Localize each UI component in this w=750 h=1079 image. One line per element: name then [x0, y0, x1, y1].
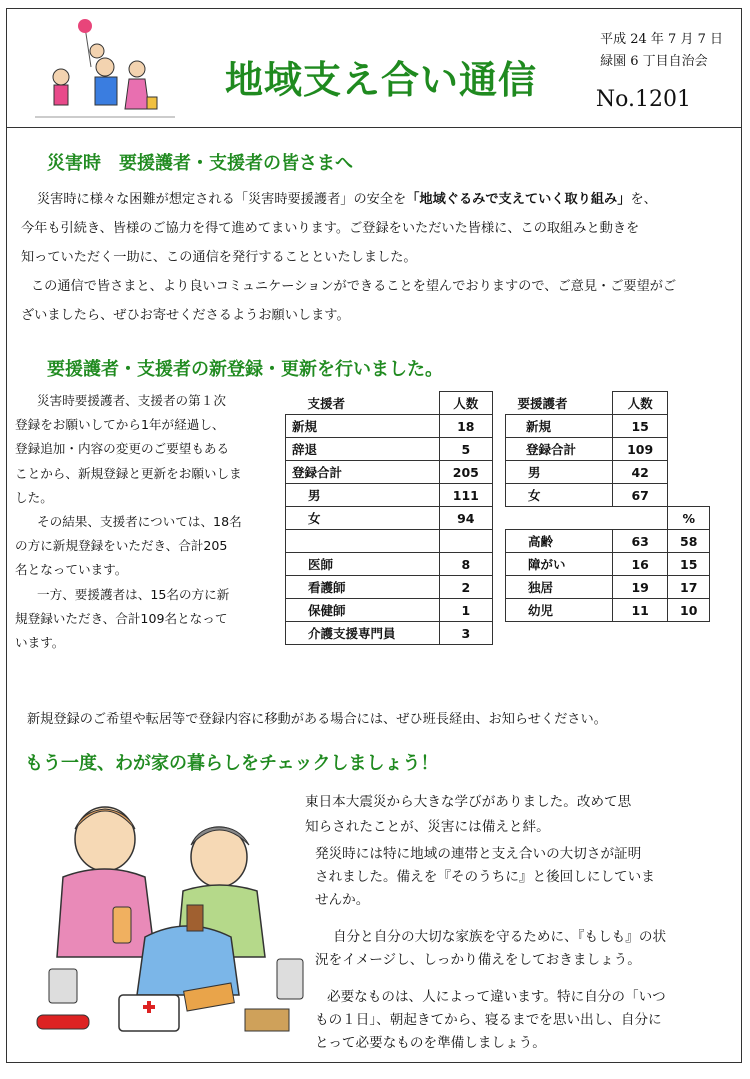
table-cell: 17 — [668, 576, 710, 599]
table-cell — [286, 530, 440, 553]
s3-line: 況をイメージし、しっかり備えをしておきましょう。 — [315, 952, 641, 968]
section1-heading: 災害時 要援護者・支援者の皆さまへ — [47, 153, 353, 174]
s2-line: 規登録いただき、合計109名となって — [15, 610, 228, 626]
section1-p1-a: 災害時に様々な困難が想定される「災害時要援護者」の安全を — [37, 192, 407, 207]
table-cell: 看護師 — [286, 576, 440, 599]
table-header-cell: 人数 — [439, 392, 492, 415]
table-cell: 医師 — [286, 553, 440, 576]
section1-body — [21, 185, 733, 330]
table-cell: 11 — [612, 599, 668, 622]
s2-line: 災害時要援護者、支援者の第１次 — [37, 393, 226, 408]
s2-line: 登録をお願いしてから1年が経過し、 — [15, 417, 225, 433]
table-cell: 205 — [439, 461, 492, 484]
section1-highlight: 「地域ぐるみで支えていく取り組み」 — [406, 192, 631, 207]
table-cell: 15 — [612, 415, 668, 438]
table-row — [286, 507, 493, 530]
table-row — [286, 530, 493, 553]
table-row — [286, 415, 493, 438]
table-cell: 1 — [439, 599, 492, 622]
table-cell: 辞退 — [286, 438, 440, 461]
s3-line: せんか。 — [315, 892, 370, 908]
section1-line5: ざいましたら、ぜひお寄せくださるようお願いします。 — [21, 308, 350, 323]
table-row — [506, 392, 710, 415]
table-row — [286, 622, 493, 645]
s2-line: ことから、新規登録と更新をお願いしま — [15, 465, 242, 481]
table-cell: 男 — [286, 484, 440, 507]
table-row — [506, 484, 710, 507]
table-cell: 登録合計 — [286, 461, 440, 484]
table-cell: 幼児 — [506, 599, 613, 622]
table-row — [286, 438, 493, 461]
section3-body — [305, 791, 737, 1055]
s3-line: 発災時には特に地域の連帯と支え合いの大切さが証明 — [315, 846, 642, 862]
table-row — [286, 553, 493, 576]
table-cell: 8 — [439, 553, 492, 576]
s3-line: 必要なものは、人によって違います。特に自分の「いつ — [327, 989, 666, 1005]
issue-number: No.1201 — [595, 87, 691, 112]
issue-meta — [600, 29, 723, 73]
supporters-table — [285, 391, 493, 645]
section1-p1-c: を、 — [630, 192, 657, 207]
table-cell: 109 — [612, 438, 668, 461]
table-row — [286, 576, 493, 599]
table-header-cell: % — [668, 507, 710, 530]
s2-line: います。 — [15, 635, 65, 651]
organization-name: 緑園 6 丁目自治会 — [600, 54, 708, 69]
header — [7, 9, 741, 128]
table-row — [506, 415, 710, 438]
section1-line4: この通信で皆さまと、より良いコミュニケーションができることを望んでおりますので、ご意見・ご要望がご — [31, 279, 677, 294]
s2-line: した。 — [15, 489, 53, 505]
table-cell: 介護支援専門員 — [286, 622, 440, 645]
s3-line: もの１日」、朝起きてから、寝るまでを思い出し、自分に — [315, 1012, 662, 1028]
table-cell: 94 — [439, 507, 492, 530]
page-title: 地域支え合い通信 — [225, 58, 538, 102]
table-cell: 5 — [439, 438, 492, 461]
table-cell: 3 — [439, 622, 492, 645]
table-row — [286, 484, 493, 507]
s2-line: 一方、要援護者は、15名の方に新 — [37, 586, 230, 602]
table-cell: 保健師 — [286, 599, 440, 622]
s2-line: その結果、支援者については、18名 — [37, 514, 242, 530]
table-cell: 新規 — [506, 415, 613, 438]
table-row — [506, 553, 710, 576]
table-cell: 18 — [439, 415, 492, 438]
table-row — [286, 461, 493, 484]
table-cell: 高齢 — [506, 530, 613, 553]
s3-line: 知らされたことが、災害には備えと絆。 — [305, 819, 550, 835]
section2-footer: 新規登録のご希望や転居等で登録内容に移動がある場合には、ぜひ班長経由、お知らせください。 — [27, 712, 607, 727]
table-header-cell: 要援護者 — [517, 395, 568, 411]
s2-line: 登録追加・内容の変更のご要望もある — [15, 441, 230, 457]
section2-body — [15, 389, 285, 655]
issue-date: 平成 24 年 7 月 7 日 — [600, 32, 723, 47]
table-header-cell: 人数 — [612, 392, 668, 415]
section1-line3: 知っていただく一助に、この通信を発行することといたしました。 — [21, 250, 417, 265]
section1-line2: 今年も引続き、皆様のご協力を得て進めてまいります。ご登録をいただいた皆様に、この取組みと動きを — [21, 221, 640, 236]
table-cell: 16 — [612, 553, 668, 576]
table-row — [506, 599, 710, 622]
table-cell: 67 — [612, 484, 668, 507]
table-row — [506, 438, 710, 461]
table-cell: 10 — [668, 599, 710, 622]
table-cell: 登録合計 — [506, 438, 613, 461]
s3-line: とって必要なものを準備しましょう。 — [315, 1035, 546, 1051]
table-row — [506, 507, 710, 530]
section2-heading: 要援護者・支援者の新登録・更新を行いました。 — [47, 359, 443, 380]
table-row — [506, 576, 710, 599]
s3-line: 自分と自分の大切な家族を守るために、『もしも』の状 — [333, 929, 667, 945]
table-cell: 58 — [668, 530, 710, 553]
table-cell: 111 — [439, 484, 492, 507]
family-clipart-icon — [25, 17, 185, 123]
table-row — [286, 392, 493, 415]
table-cell: 男 — [506, 461, 613, 484]
persons-table — [505, 391, 710, 622]
table-header-cell: 支援者 — [307, 395, 346, 411]
table-cell: 19 — [612, 576, 668, 599]
table-cell: 63 — [612, 530, 668, 553]
emergency-kit-illustration-icon — [27, 787, 317, 1047]
table-cell: 42 — [612, 461, 668, 484]
s3-line: されました。備えを『そのうちに』と後回しにしていま — [315, 869, 655, 885]
table-cell: 女 — [506, 484, 613, 507]
s2-line: の方に新規登録をいただき、合計205 — [15, 538, 228, 554]
table-cell: 15 — [668, 553, 710, 576]
newsletter-page — [6, 8, 742, 1063]
table-cell: 2 — [439, 576, 492, 599]
table-cell: 新規 — [286, 415, 440, 438]
table-cell: 女 — [286, 507, 440, 530]
table-cell — [439, 530, 492, 553]
section3-heading: もう一度、わが家の暮らしをチェックしましょう！ — [25, 753, 439, 774]
table-cell: 障がい — [506, 553, 613, 576]
table-row — [506, 461, 710, 484]
s3-line: 東日本大震災から大きな学びがありました。改めて思 — [305, 794, 632, 810]
table-row — [506, 530, 710, 553]
s2-line: 名となっています。 — [15, 562, 128, 578]
table-row — [286, 599, 493, 622]
table-cell: 独居 — [506, 576, 613, 599]
